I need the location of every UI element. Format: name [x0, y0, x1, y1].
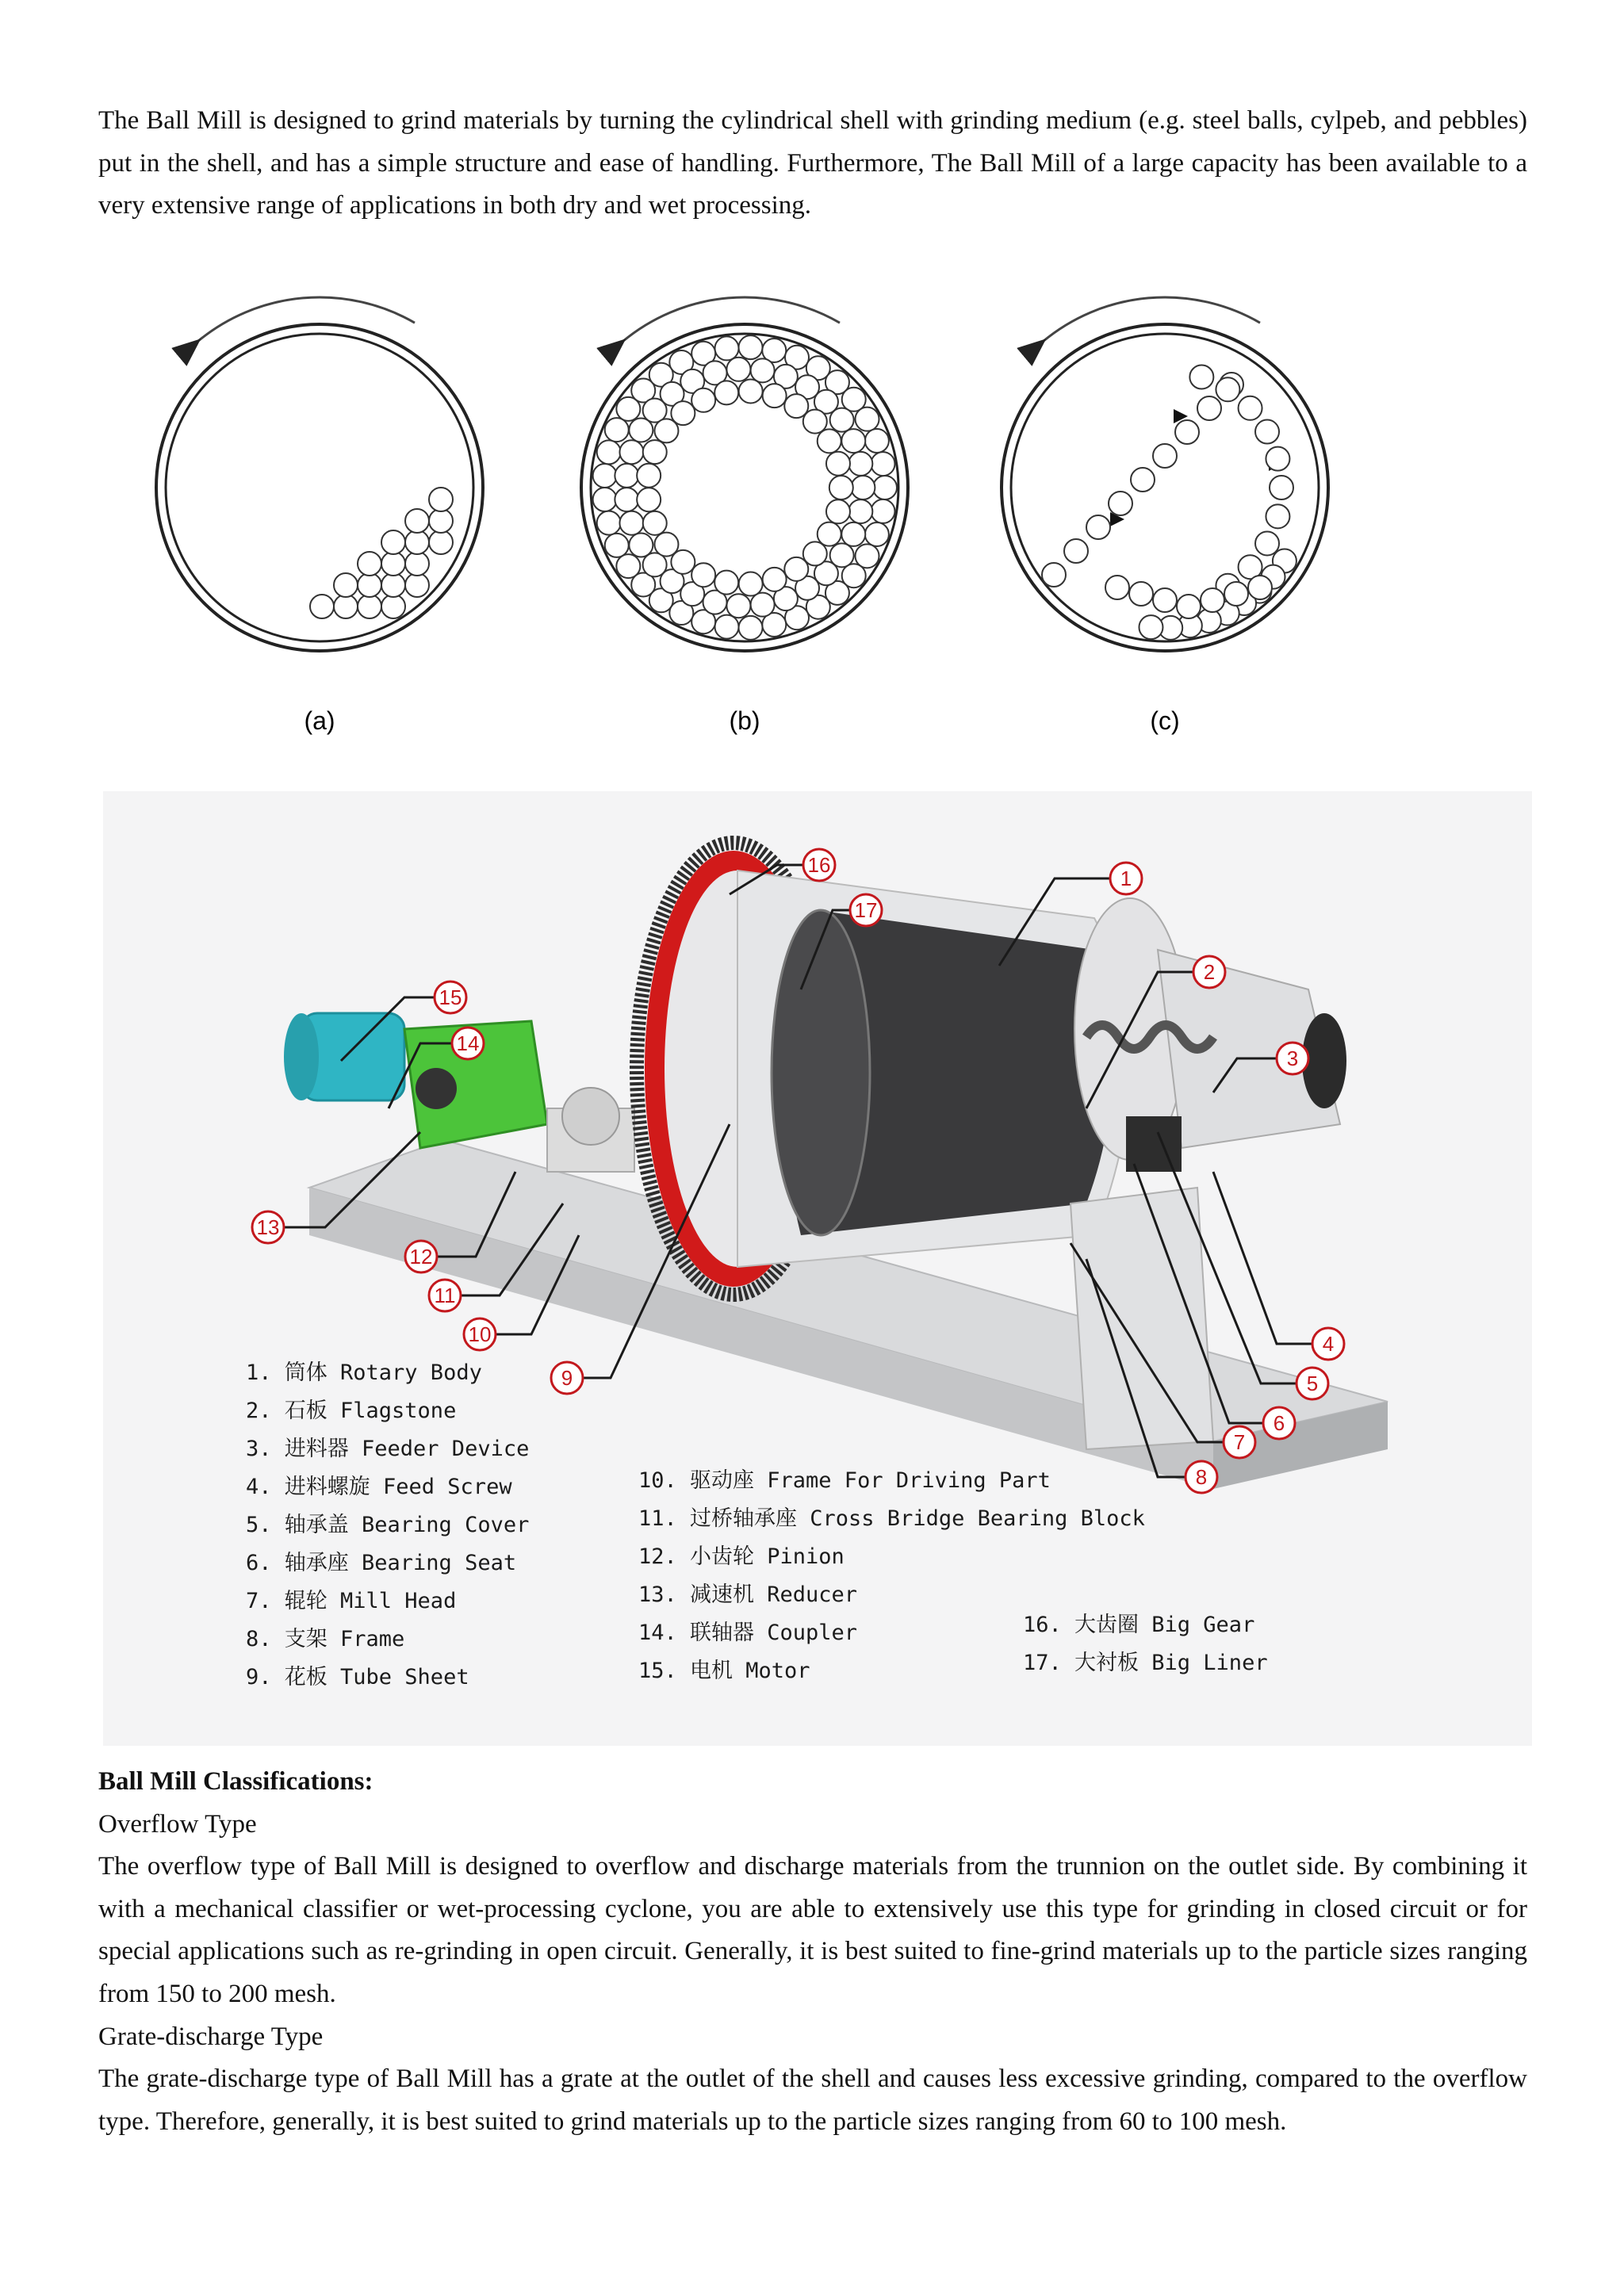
grinding-ball: [1266, 447, 1289, 471]
grinding-ball: [405, 573, 429, 597]
grinding-ball: [429, 530, 453, 554]
grinding-ball: [841, 429, 865, 453]
callout-number: 15: [439, 985, 462, 1009]
grinding-ball: [871, 452, 894, 476]
legend-item: 3. 进料器 Feeder Device: [246, 1437, 530, 1461]
grinding-ball: [381, 530, 405, 554]
grinding-ball: [1153, 588, 1177, 612]
grinding-ball: [830, 408, 854, 432]
figure-label-a: (a): [304, 706, 335, 735]
grinding-ball: [826, 452, 850, 476]
legend-item: 9. 花板 Tube Sheet: [246, 1665, 469, 1689]
callout-15: [435, 982, 466, 1013]
callout-number: 14: [456, 1031, 480, 1055]
grinding-ball: [818, 429, 841, 453]
grinding-ball: [726, 594, 750, 618]
classifications-heading: Ball Mill Classifications:: [98, 1767, 373, 1796]
grinding-ball: [405, 530, 429, 554]
grinding-ball: [691, 563, 715, 587]
grinding-ball: [1248, 576, 1272, 599]
callout-number: 11: [434, 1284, 456, 1307]
callout-7: [1224, 1426, 1255, 1458]
legend-item: 8. 支架 Frame: [246, 1627, 405, 1651]
grinding-ball: [751, 358, 775, 382]
grinding-ball: [848, 499, 872, 523]
grinding-ball: [643, 511, 667, 535]
grinding-ball: [1255, 420, 1279, 444]
grinding-ball: [739, 335, 763, 359]
callout-number: 17: [854, 898, 878, 922]
grinding-ball: [1255, 531, 1279, 555]
grinding-ball: [597, 440, 621, 464]
legend-item: 6. 轴承座 Bearing Seat: [246, 1551, 517, 1575]
callout-10: [464, 1318, 496, 1350]
grinding-ball: [643, 440, 667, 464]
callout-number: 8: [1195, 1465, 1208, 1489]
callout-16: [803, 849, 835, 881]
grinding-ball: [873, 476, 897, 499]
callout-13: [252, 1211, 284, 1243]
callout-12: [405, 1241, 437, 1272]
legend-item: 14. 联轴器 Coupler: [638, 1621, 858, 1645]
grate-discharge-paragraph: The grate-discharge type of Ball Mill has a grate at the outlet of the shell and causes less excessive grinding, compared to the overflow type. Therefore, generally, it is best suited to grind materials up to the particle sizes ranging from 60 to 100 mesh.: [98, 2064, 1527, 2136]
grinding-ball: [1175, 420, 1199, 444]
grinding-ball: [1105, 576, 1129, 599]
grinding-ball: [615, 488, 638, 511]
callout-11: [429, 1280, 461, 1311]
grinding-ball: [1224, 582, 1248, 606]
legend-item: 16. 大齿圈 Big Gear: [1023, 1613, 1255, 1637]
grinding-ball: [358, 573, 381, 597]
callout-number: 4: [1322, 1332, 1335, 1356]
grinding-ball: [1266, 504, 1289, 528]
grinding-ball: [763, 384, 787, 408]
grinding-ball: [1197, 396, 1221, 420]
grinding-ball: [826, 499, 850, 523]
grinding-ball: [1239, 396, 1262, 420]
grinding-ball: [871, 499, 894, 523]
legend-item: 5. 轴承盖 Bearing Cover: [246, 1513, 530, 1537]
callout-number: 1: [1120, 867, 1132, 890]
grinding-ball: [405, 509, 429, 533]
grinding-ball: [1201, 588, 1224, 612]
grinding-ball: [739, 379, 763, 403]
legend-item: 10. 驱动座 Frame For Driving Part: [638, 1468, 1051, 1493]
grinding-ball: [1177, 595, 1201, 618]
figure-label-c: (c): [1150, 706, 1180, 735]
grinding-ball: [865, 429, 889, 453]
legend-item: 13. 减速机 Reducer: [638, 1582, 858, 1607]
grinding-ball: [726, 358, 750, 381]
legend-item: 15. 电机 Motor: [638, 1659, 810, 1683]
legend-item: 4. 进料螺旋 Feed Screw: [246, 1475, 512, 1499]
grinding-ball: [381, 595, 405, 618]
callout-number: 7: [1233, 1430, 1246, 1454]
intro-paragraph: The Ball Mill is designed to grind materials by turning the cylindrical shell with grinding medium (e.g. steel balls, cylpeb, and pebbles) put in the shell, and has a simple structure and ease of handling. Furthermore, The Ball Mill of a large capacity has been available to a very extensive range of applications in both dry and wet processing.: [98, 106, 1527, 220]
grinding-ball: [818, 522, 841, 546]
grinding-ball: [763, 568, 787, 591]
grinding-ball: [358, 552, 381, 576]
grinding-ball: [1139, 615, 1162, 639]
grinding-ball: [429, 509, 453, 533]
callout-2: [1193, 956, 1225, 988]
grinding-ball: [334, 573, 358, 597]
callout-number: 2: [1203, 960, 1216, 984]
grinding-ball: [851, 476, 875, 499]
legend-item: 11. 过桥轴承座 Cross Bridge Bearing Block: [638, 1506, 1145, 1531]
grinding-ball: [334, 595, 358, 618]
grinding-ball: [715, 615, 739, 639]
overflow-type-paragraph: The overflow type of Ball Mill is designed to overflow and discharge materials from the trunnion on the outlet side. By combining it with a mechanical classifier or wet-processing cyclone, you are able to extensively use this type for grinding in closed circuit or for special applications such as re-grinding in open circuit. Generally, it is best suited to fine-grind materials up to the particle sizes ranging from 150 to 200 mesh.: [98, 1852, 1527, 2008]
callout-number: 10: [468, 1322, 492, 1346]
callout-6: [1263, 1407, 1295, 1439]
legend-item: 1. 筒体 Rotary Body: [246, 1360, 482, 1385]
grinding-ball: [637, 464, 661, 488]
grinding-ball: [1086, 515, 1110, 539]
legend-item: 7. 辊轮 Mill Head: [246, 1589, 457, 1613]
drum-state-b: [581, 297, 908, 651]
grinding-ball: [1042, 563, 1066, 587]
callout-9: [551, 1362, 583, 1394]
grinding-ball: [310, 595, 334, 618]
grinding-ball: [865, 522, 889, 546]
callout-8: [1185, 1461, 1217, 1493]
callout-number: 12: [409, 1245, 433, 1269]
grinding-ball: [751, 593, 775, 617]
callout-number: 3: [1286, 1047, 1299, 1070]
legend-item: 12. 小齿轮 Pinion: [638, 1544, 845, 1569]
grinding-ball: [856, 408, 879, 431]
grinding-ball: [358, 595, 381, 618]
grinding-ball: [1131, 468, 1155, 492]
grinding-ball: [841, 522, 865, 546]
grinding-ball: [715, 336, 739, 360]
grinding-ball: [714, 571, 738, 595]
grinding-ball: [829, 476, 853, 499]
grinding-ball: [739, 616, 763, 640]
grinding-ball: [654, 533, 678, 557]
grinding-ball: [381, 552, 405, 576]
figure-label-b: (b): [729, 706, 760, 735]
callout-14: [452, 1027, 484, 1059]
ball-motion-figure: [95, 285, 1443, 761]
grinding-ball: [784, 557, 808, 581]
grinding-ball: [671, 401, 695, 425]
grinding-ball: [1153, 444, 1177, 468]
callout-4: [1312, 1328, 1344, 1360]
grinding-ball: [405, 552, 429, 576]
callout-number: 9: [561, 1366, 573, 1390]
grinding-ball: [381, 573, 405, 597]
callout-number: 6: [1273, 1411, 1285, 1435]
ball-mill-structure-figure: [103, 791, 1532, 1746]
callout-number: 16: [807, 853, 831, 877]
drum-state-a: [156, 297, 483, 651]
grinding-ball: [619, 511, 643, 535]
grinding-ball: [429, 488, 453, 511]
legend-item: 2. 石板 Flagstone: [246, 1399, 457, 1423]
grinding-ball: [848, 452, 872, 476]
grinding-ball: [803, 410, 827, 434]
grinding-ball: [1216, 377, 1239, 401]
grinding-ball: [1109, 492, 1132, 515]
grinding-ball: [619, 440, 643, 464]
legend-item: 17. 大衬板 Big Liner: [1023, 1651, 1268, 1675]
overflow-type-title: Overflow Type: [98, 1810, 257, 1839]
callout-number: 13: [256, 1215, 280, 1239]
grinding-ball: [616, 554, 640, 578]
grinding-ball: [593, 488, 617, 511]
callout-3: [1277, 1043, 1308, 1074]
grinding-ball: [1129, 582, 1153, 606]
grinding-ball: [593, 464, 617, 488]
callout-1: [1110, 863, 1142, 894]
grinding-ball: [1189, 365, 1213, 388]
grinding-ball: [714, 381, 738, 404]
grinding-ball: [605, 418, 629, 442]
callout-number: 5: [1306, 1372, 1319, 1395]
grinding-ball: [691, 388, 715, 412]
grinding-ball: [629, 534, 653, 557]
grinding-ball: [597, 511, 621, 535]
grinding-ball: [1270, 476, 1293, 499]
grate-discharge-title: Grate-discharge Type: [98, 2022, 324, 2051]
callout-17: [850, 894, 882, 926]
drum-state-c: [1002, 297, 1328, 651]
grinding-ball: [615, 464, 638, 488]
grinding-ball: [605, 534, 629, 557]
grinding-ball: [637, 488, 661, 511]
grinding-ball: [739, 572, 763, 596]
callout-5: [1297, 1368, 1328, 1399]
grinding-ball: [1064, 539, 1088, 563]
